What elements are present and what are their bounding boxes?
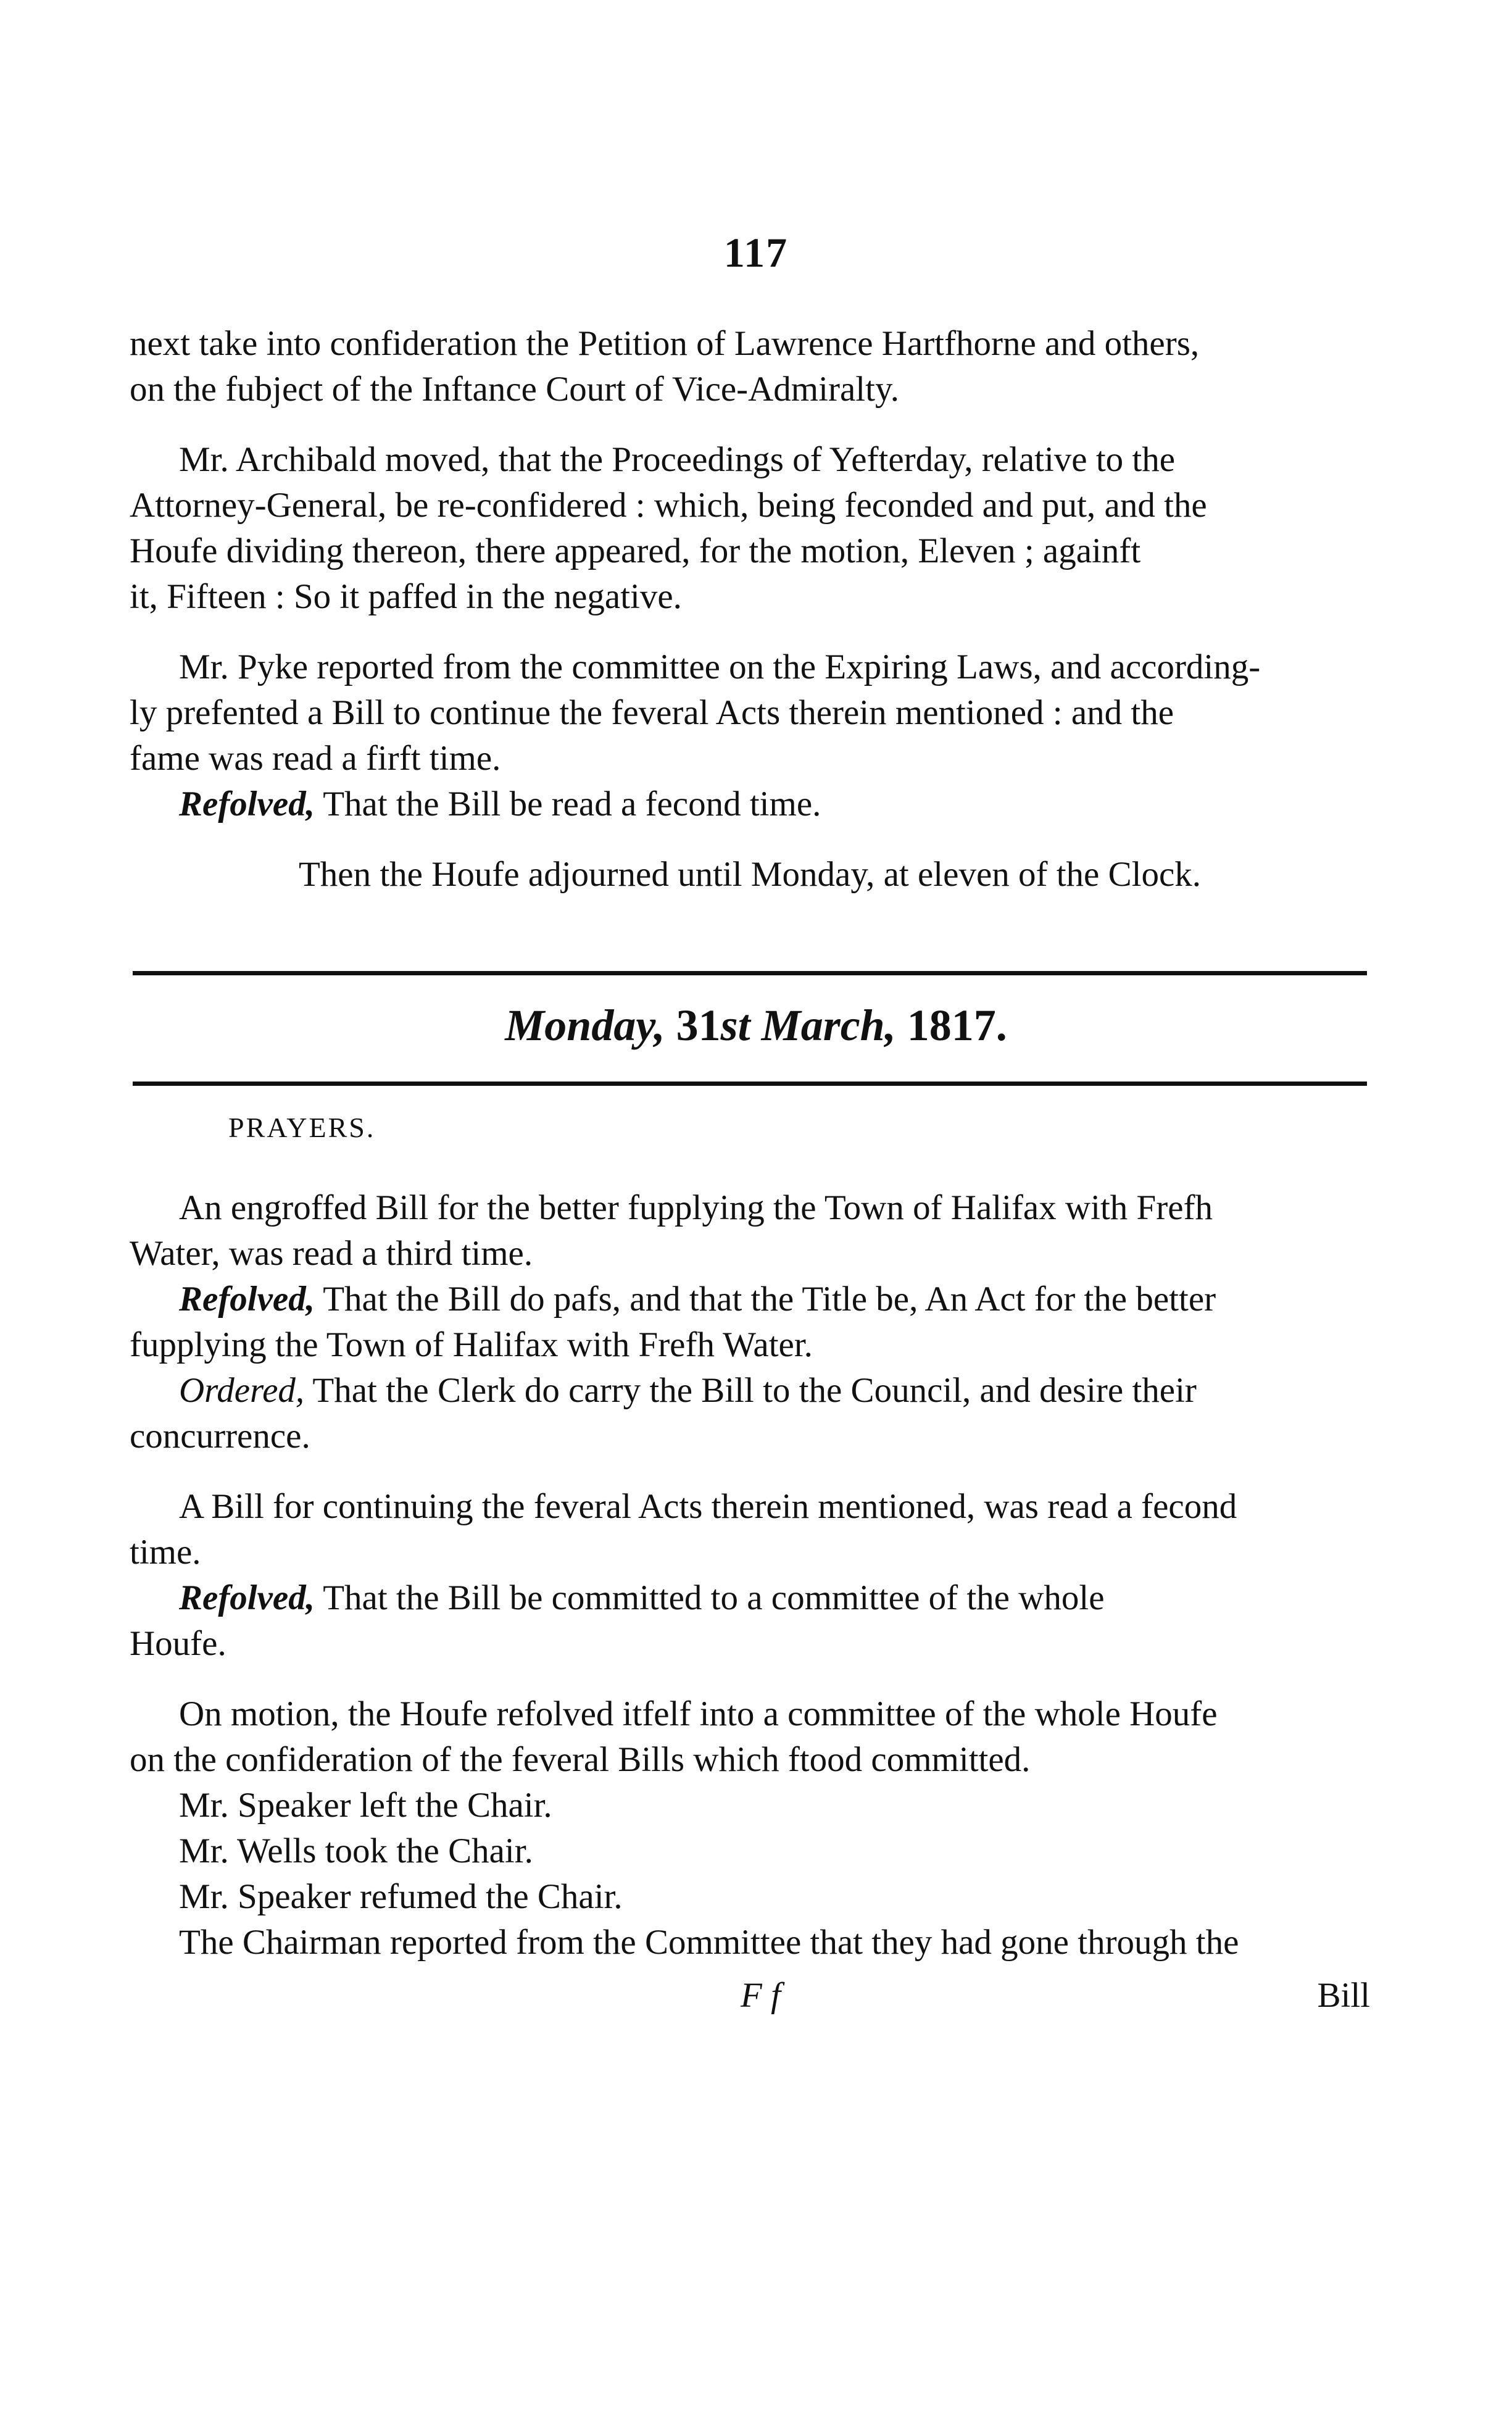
text-line: concurrence. — [130, 1417, 310, 1456]
list-item: Mr. Speaker refumed the Chair. — [179, 1877, 623, 1916]
text-line: Houfe dividing thereon, there appeared, for the motion, Eleven ; againft — [130, 531, 1141, 570]
paragraph-petition — [130, 321, 1370, 412]
page-footer — [130, 1975, 1370, 2019]
text-line: That the Bill be committed to a committee of the whole — [314, 1578, 1105, 1617]
resolved-label: Refolved, — [179, 785, 315, 823]
signature-mark: F f — [741, 1976, 781, 2015]
bottom-section — [130, 1185, 1370, 1965]
divider-rule-bottom — [133, 1081, 1367, 1086]
text-line: ly prefented a Bill to continue the feveral Acts therein mentioned : and the — [130, 693, 1174, 732]
list-item: Mr. Speaker left the Chair. — [179, 1786, 552, 1825]
text-line: That the Clerk do carry the Bill to the Council, and desire their — [304, 1371, 1197, 1410]
heading-month: March, — [761, 1001, 896, 1050]
paragraph-engrossed-bill — [130, 1185, 1370, 1277]
text-line: time. — [130, 1533, 201, 1572]
text-line: A Bill for continuing the feveral Acts therein mentioned, was read a fecond — [179, 1487, 1237, 1526]
heading-year: 1817. — [907, 1001, 1007, 1050]
text-line: Mr. Pyke reported from the committee on the Expiring Laws, and according- — [179, 648, 1261, 686]
text-line: On motion, the Houfe refolved itfelf into a committee of the whole Houfe — [179, 1694, 1218, 1733]
text-line: Water, was read a third time. — [130, 1234, 533, 1273]
text-line: fupplying the Town of Halifax with Frefh Water. — [130, 1325, 813, 1364]
heading-date-num: 31 — [676, 1001, 721, 1050]
paragraph-pyke-report — [130, 644, 1370, 781]
text-line: Attorney-General, be re-confidered : which, being feconded and put, and the — [130, 486, 1207, 525]
text-line: fame was read a firft time. — [130, 739, 501, 778]
resolved-label: Refolved, — [179, 1578, 315, 1617]
paragraph-adjourned — [130, 852, 1370, 898]
text-line: An engroffed Bill for the better fupplying the Town of Halifax with Frefh — [179, 1188, 1213, 1227]
paragraph-pyke-resolved — [130, 781, 1370, 827]
heading-day: Monday, — [505, 1001, 665, 1050]
top-section — [130, 321, 1370, 898]
text-line: on the confideration of the feveral Bills which ftood committed. — [130, 1740, 1031, 1779]
list-item: Mr. Wells took the Chair. — [179, 1832, 533, 1870]
divider-rule-top — [133, 971, 1367, 975]
paragraph-engrossed-ordered — [130, 1368, 1370, 1459]
paragraph-continuing-resolved — [130, 1575, 1370, 1667]
resolved-label: Refolved, — [179, 1280, 315, 1319]
ordered-label: Ordered, — [179, 1371, 305, 1410]
resolved-text: That the Bill be read a fecond time. — [314, 785, 821, 823]
text-line: Then the Houfe adjourned until Monday, at eleven of the Clock. — [298, 855, 1202, 894]
text-line: Houfe. — [130, 1624, 226, 1663]
page-number: 117 — [723, 229, 789, 276]
list-item: The Chairman reported from the Committee that they had gone through the — [179, 1923, 1239, 1962]
text-line: Mr. Archibald moved, that the Proceedings of Yefterday, relative to the — [179, 440, 1176, 479]
text-line: it, Fifteen : So it paffed in the negative. — [130, 577, 682, 616]
prayers-label: PRAYERS. — [228, 1112, 376, 1143]
text-line: on the fubject of the Inftance Court of Vice-Admiralty. — [130, 370, 899, 409]
catchword: Bill — [1317, 1976, 1370, 2015]
paragraph-committee-motion — [130, 1691, 1370, 1783]
paragraph-archibald-motion — [130, 437, 1370, 620]
paragraph-engrossed-resolved — [130, 1277, 1370, 1368]
text-line: That the Bill do pafs, and that the Title be, An Act for the better — [314, 1280, 1216, 1319]
paragraph-continuing-bill — [130, 1484, 1370, 1575]
heading-date-suffix: st — [720, 1001, 750, 1050]
date-heading — [0, 1000, 1512, 1051]
text-line: next take into confideration the Petition of Lawrence Hartfhorne and others, — [130, 324, 1200, 363]
